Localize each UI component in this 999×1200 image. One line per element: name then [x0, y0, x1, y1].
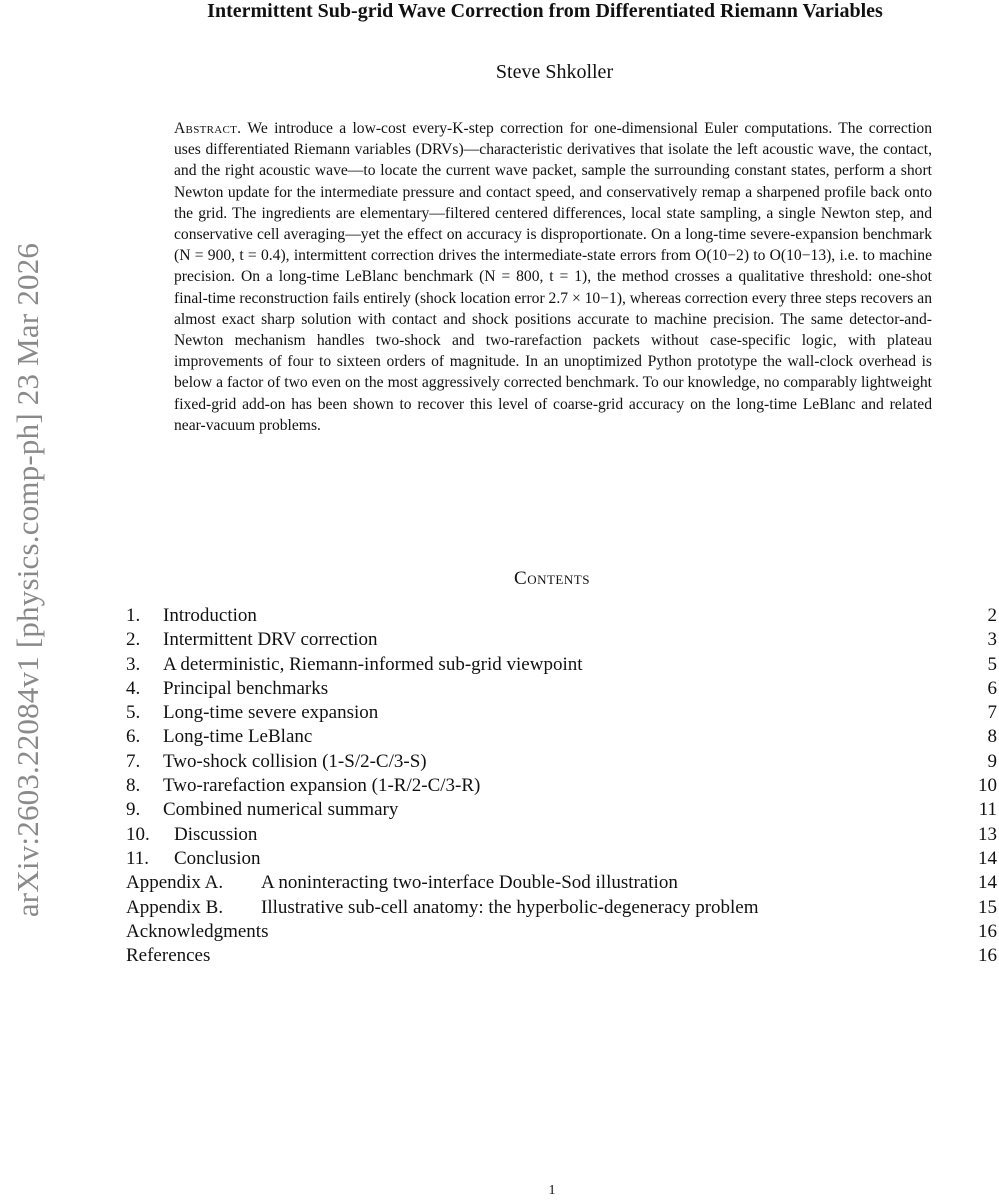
- toc-entry-page: 5: [987, 653, 997, 675]
- toc-entry[interactable]: [126, 605, 999, 629]
- toc-entry[interactable]: [126, 775, 999, 799]
- toc-entry-number: 7.: [126, 750, 141, 772]
- toc-entry[interactable]: [126, 799, 999, 823]
- toc-entry[interactable]: [126, 702, 999, 726]
- toc-entry[interactable]: [126, 848, 999, 872]
- toc-entry-title: Introduction: [163, 605, 257, 626]
- toc-entry-title: Long-time LeBlanc: [163, 726, 313, 748]
- toc-entry-number: 10.: [126, 823, 150, 845]
- toc-entry[interactable]: [126, 751, 999, 775]
- toc-entry-title: Two-shock collision (1-S/2-C/3-S): [163, 750, 427, 772]
- toc-entry-number: 4.: [126, 677, 141, 699]
- toc-entry-number: 1.: [126, 605, 141, 626]
- toc-entry-page: 9: [987, 750, 997, 772]
- toc-entry[interactable]: [126, 921, 999, 945]
- toc-entry-number: 2.: [126, 629, 141, 651]
- toc-entry-number: 6.: [126, 726, 141, 748]
- toc-entry-title: Discussion: [174, 823, 258, 845]
- toc-entry-page: 11: [978, 799, 997, 821]
- toc-entry-title: Acknowledgments: [126, 920, 269, 942]
- toc-entry-number: 8.: [126, 775, 141, 797]
- toc-entry[interactable]: [126, 824, 999, 848]
- toc-entry-title: A noninteracting two-interface Double-Sod illustration: [261, 872, 678, 894]
- paper-title: Intermittent Sub-grid Wave Correction from Differentiated Riemann Variables: [207, 0, 883, 22]
- toc-entry-page: 2: [987, 605, 997, 626]
- toc-entry-page: 8: [987, 726, 997, 748]
- toc-entry[interactable]: [126, 654, 999, 678]
- toc-entry[interactable]: [126, 872, 999, 896]
- toc-entry[interactable]: [126, 629, 999, 653]
- contents-heading: Contents: [514, 568, 590, 589]
- toc-entry-title: Combined numerical summary: [163, 799, 399, 821]
- toc-entry-page: 15: [978, 896, 997, 918]
- toc-entry-number: Appendix A.: [126, 872, 224, 894]
- toc-entry-number: 11.: [126, 847, 150, 869]
- toc-entry-title: Conclusion: [174, 847, 261, 869]
- toc-entry-title: A deterministic, Riemann-informed sub-grid viewpoint: [163, 653, 583, 675]
- toc-entry-number: 9.: [126, 799, 141, 821]
- author-name: Steve Shkoller: [495, 61, 614, 83]
- toc-entry-title: Intermittent DRV correction: [163, 629, 378, 651]
- toc-entry-page: 16: [978, 945, 997, 967]
- toc-entry-title: Two-rarefaction expansion (1-R/2-C/3-R): [163, 775, 481, 797]
- toc-entry-number: 3.: [126, 653, 141, 675]
- arxiv-identifier: arXiv:2603.22084v1 [physics.comp-ph] 23 Mar 2026: [10, 242, 46, 918]
- abstract-label: Abstract.: [174, 120, 242, 137]
- abstract-text: We introduce a low-cost every-K-step correction for one-dimensional Euler computations. The correction uses differentiated Riemann variables (DRVs)—characteristic derivatives that isolate the left acoustic wave, the contact, and the right acoustic wave—to locate the current wave packet, sample the surrounding constant states, perform a short Newton update for the intermediate pressure and contact speed, and conservatively remap a sharpened profile back onto the grid. The ingredients are elementary—filtered centered differences, local state sampling, a single Newton step, and conservative cell averaging—yet the effect on accuracy is disproportionate. On a long-time severe-expansion benchmark (N = 900, t = 0.4), intermittent correction drives the intermediate-state errors from O(10−2) to O(10−13), i.e. to machine precision. On a long-time LeBlanc benchmark (N = 800, t = 1), the method crosses a qualitative threshold: one-shot final-time reconstruction fails entirely (shock location error 2.7 × 10−1), whereas correction every three steps recovers an almost exact sharp solution with contact and shock positions accurate to machine precision. The same detector-and-Newton mechanism handles two-shock and two-rarefaction packets without case-specific logic, with plateau improvements of four to sixteen orders of magnitude. In an unoptimized Python prototype the wall-clock overhead is below a factor of two even on the most aggressively corrected benchmark. To our knowledge, no comparably lightweight fixed-grid add-on has been shown to recover this level of coarse-grid accuracy on the long-time LeBlanc and related near-vacuum problems.: [174, 120, 933, 434]
- toc-entry[interactable]: [126, 945, 999, 969]
- page-number: 1: [548, 1183, 556, 1198]
- toc-entry[interactable]: [126, 726, 999, 750]
- toc-entry-number: 5.: [126, 702, 141, 724]
- toc-entry-page: 3: [987, 629, 997, 651]
- toc-entry-title: Illustrative sub-cell anatomy: the hyperbolic-degeneracy problem: [261, 896, 759, 918]
- toc-entry-page: 16: [978, 920, 997, 942]
- toc-entry-page: 14: [978, 872, 997, 894]
- toc-entry[interactable]: [126, 678, 999, 702]
- toc-entry-number: Appendix B.: [126, 896, 224, 918]
- toc-entry-title: References: [126, 945, 211, 967]
- table-of-contents: [126, 605, 999, 969]
- toc-entry-page: 6: [987, 677, 997, 699]
- toc-entry-page: 10: [978, 775, 997, 797]
- toc-entry-title: Long-time severe expansion: [163, 702, 379, 724]
- toc-entry-title: Principal benchmarks: [163, 677, 329, 699]
- toc-entry-page: 14: [978, 847, 997, 869]
- toc-entry-page: 13: [978, 823, 997, 845]
- toc-entry[interactable]: [126, 897, 999, 921]
- abstract: [174, 118, 932, 436]
- toc-entry-page: 7: [987, 702, 997, 724]
